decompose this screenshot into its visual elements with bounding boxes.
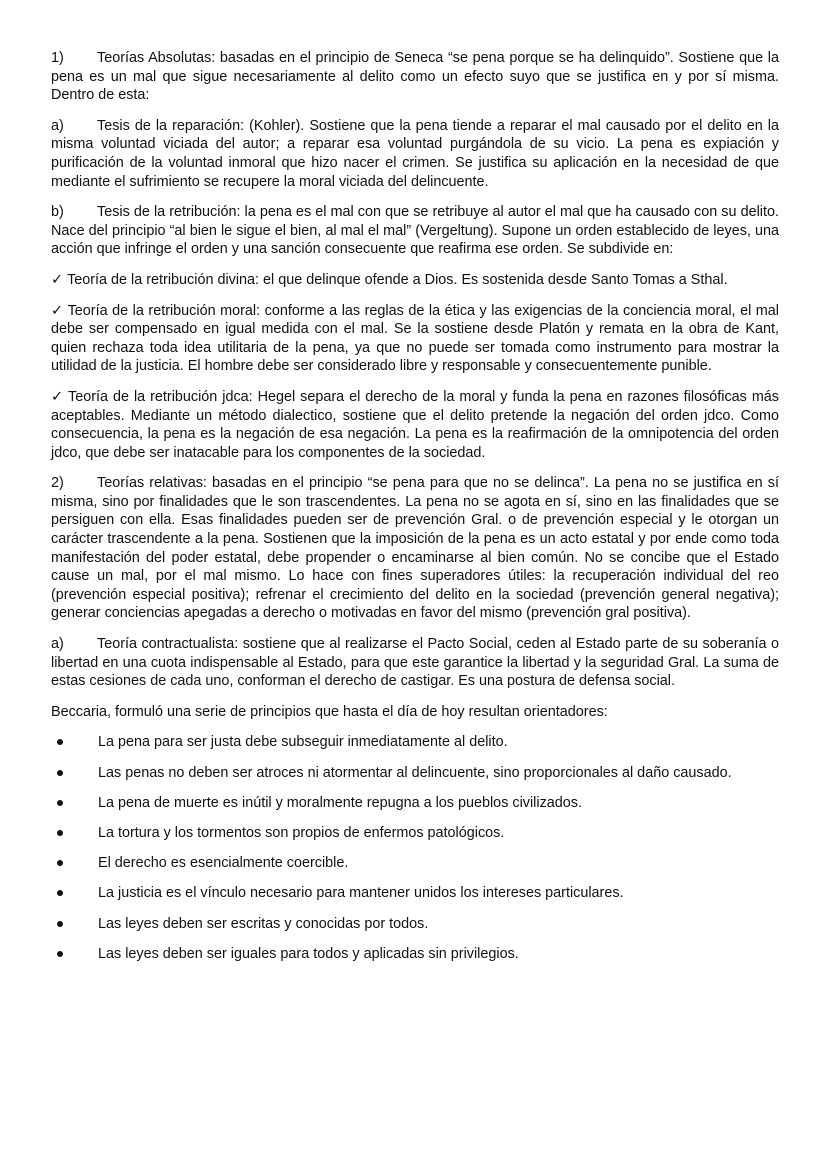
list-item-text: La justicia es el vínculo necesario para mantener unidos los intereses particulares. <box>98 885 624 902</box>
paragraph-retribution-thesis <box>51 203 779 259</box>
checkmark-icon: ✓ <box>51 302 64 319</box>
list-item <box>51 884 779 903</box>
list-item <box>51 915 779 934</box>
list-item <box>51 854 779 873</box>
list-item <box>51 824 779 843</box>
paragraph-contractualist-theory <box>51 635 779 691</box>
bullet-icon <box>57 951 63 957</box>
paragraph-text: Teoría de la retribución moral: conforme a las reglas de la ética y las exigencias de la conciencia moral, el mal debe ser compensado en igual medida con el mal. Se la sostiene desde Platón y remata en la obra de Kant, quien rechaza toda idea utilitaria de la pena, ya que no puede ser tomada como instrumento para mostrar la utilidad de la justicia. El hombre debe ser considerado libre y responsable y consecuentemente punible. <box>51 302 779 375</box>
paragraph-text: Tesis de la reparación: (Kohler). Sostiene que la pena tiende a reparar el mal causado por el delito en la misma voluntad viciada del autor; a reparar esa voluntad purgándola de su vicio. La pena es expiación y purificación de la voluntad inmoral que hizo nacer el crimen. Se justifica su aplicación en la necesidad de que mediante el sufrimiento se recupere la moral viciada del delincuente. <box>51 117 779 190</box>
list-item <box>51 764 779 783</box>
paragraph-text: Teoría de la retribución divina: el que delinque ofende a Dios. Es sostenida desde Santo Tomas a Sthal. <box>67 271 728 288</box>
paragraph-text: Teoría de la retribución jdca: Hegel separa el derecho de la moral y funda la pena en razones filosóficas más aceptables. Mediante un método dialectico, sostiene que el delito pretende la negación del orden jdco. Como consecuencia, la pena es la negación de esa negación. La pena es la reafirmación de la omnipotencia del orden jdco, que debe ser inatacable para los componentes de la sociedad. <box>51 388 780 461</box>
paragraph-absolute-theories <box>51 49 779 105</box>
paragraph-letter: a) <box>51 117 64 134</box>
bullet-icon <box>57 800 63 806</box>
list-item-text: El derecho es esencialmente coercible. <box>98 855 349 872</box>
paragraph-letter: b) <box>51 204 64 221</box>
bullet-icon <box>57 830 63 836</box>
bullet-icon <box>57 921 63 927</box>
list-item <box>51 794 779 813</box>
list-item-text: La pena de muerte es inútil y moralmente repugna a los pueblos civilizados. <box>98 794 582 811</box>
paragraph-number: 1) <box>51 50 64 66</box>
paragraph-text: Tesis de la retribución: la pena es el mal con que se retribuye al autor el mal que ha causado con su delito. Nace del principio “al bien le sigue el bien, al mal el mal” (Vergeltung). Supone un orden establecido de leyes, una acción que infringe el orden y una sanción consecuente que reafirma ese orden. Se subdivide en: <box>51 204 779 258</box>
paragraph-moral-retribution <box>51 302 779 376</box>
list-item-text: La pena para ser justa debe subseguir inmediatamente al delito. <box>98 734 508 751</box>
paragraph-text: Teorías relativas: basadas en el principio “se pena para que no se delinca”. La pena no se justifica en sí misma, sino por finalidades que le son trascendentes. La pena no se agota en sí, sino en las finalidades que se persiguen con ella. Esas finalidades pueden ser de prevención Gral. o de prevención especial y le otorgan un carácter trascendente a la pena. Sostienen que la imposición de la pena es un acto estatal y por ende como toda manifestación del poder estatal, debe propender o encaminarse al bien común. No se concibe que el Estado cause un mal, por el mal mismo. Lo hace con fines superadores útiles: la recuperación individual del reo (prevención especial positiva); refrenar el crecimiento del delito en la sociedad (prevención general negativa); generar conciencias apegadas a derecho o motivadas en favor del mismo (prevención gral positiva). <box>51 475 779 622</box>
bullet-icon <box>57 739 63 745</box>
document-page <box>51 49 779 975</box>
list-item-text: La tortura y los tormentos son propios de enfermos patológicos. <box>98 824 505 841</box>
list-item-text: Las penas no deben ser atroces ni atormentar al delincuente, sino proporcionales al daño causado. <box>98 764 732 781</box>
paragraph-text: Teorías Absolutas: basadas en el principio de Seneca “se pena porque se ha delinquido”. Sostiene que la pena es un mal que sigue necesariamente al delito como un efecto suyo que se justifica en y por sí misma. Dentro de esta: <box>51 50 779 104</box>
paragraph-divine-retribution <box>51 271 779 290</box>
paragraph-number: 2) <box>51 475 64 492</box>
paragraph-text: Beccaria, formuló una serie de principios que hasta el día de hoy resultan orientadores: <box>51 703 608 720</box>
paragraph-reparation-thesis <box>51 117 779 191</box>
bullet-icon <box>57 890 63 896</box>
paragraph-letter: a) <box>51 636 64 653</box>
paragraph-text: Teoría contractualista: sostiene que al realizarse el Pacto Social, ceden al Estado parte de su soberanía o libertad en una cuota indispensable al Estado, para que este garantice la libertad y la seguridad Gral. La suma de estas cesiones de cada uno, conforman el derecho de castigar. Es una postura de defensa social. <box>51 636 779 690</box>
beccaria-principles-list <box>51 733 779 963</box>
checkmark-icon: ✓ <box>51 271 64 288</box>
paragraph-beccaria-intro <box>51 703 779 722</box>
checkmark-icon: ✓ <box>51 388 65 405</box>
list-item <box>51 945 779 964</box>
paragraph-legal-retribution <box>51 388 779 462</box>
bullet-icon <box>57 770 63 776</box>
list-item-text: Las leyes deben ser escritas y conocidas por todos. <box>98 915 429 932</box>
list-item-text: Las leyes deben ser iguales para todos y aplicadas sin privilegios. <box>98 945 519 962</box>
bullet-icon <box>57 860 63 866</box>
paragraph-relative-theories <box>51 474 779 623</box>
list-item <box>51 733 779 752</box>
